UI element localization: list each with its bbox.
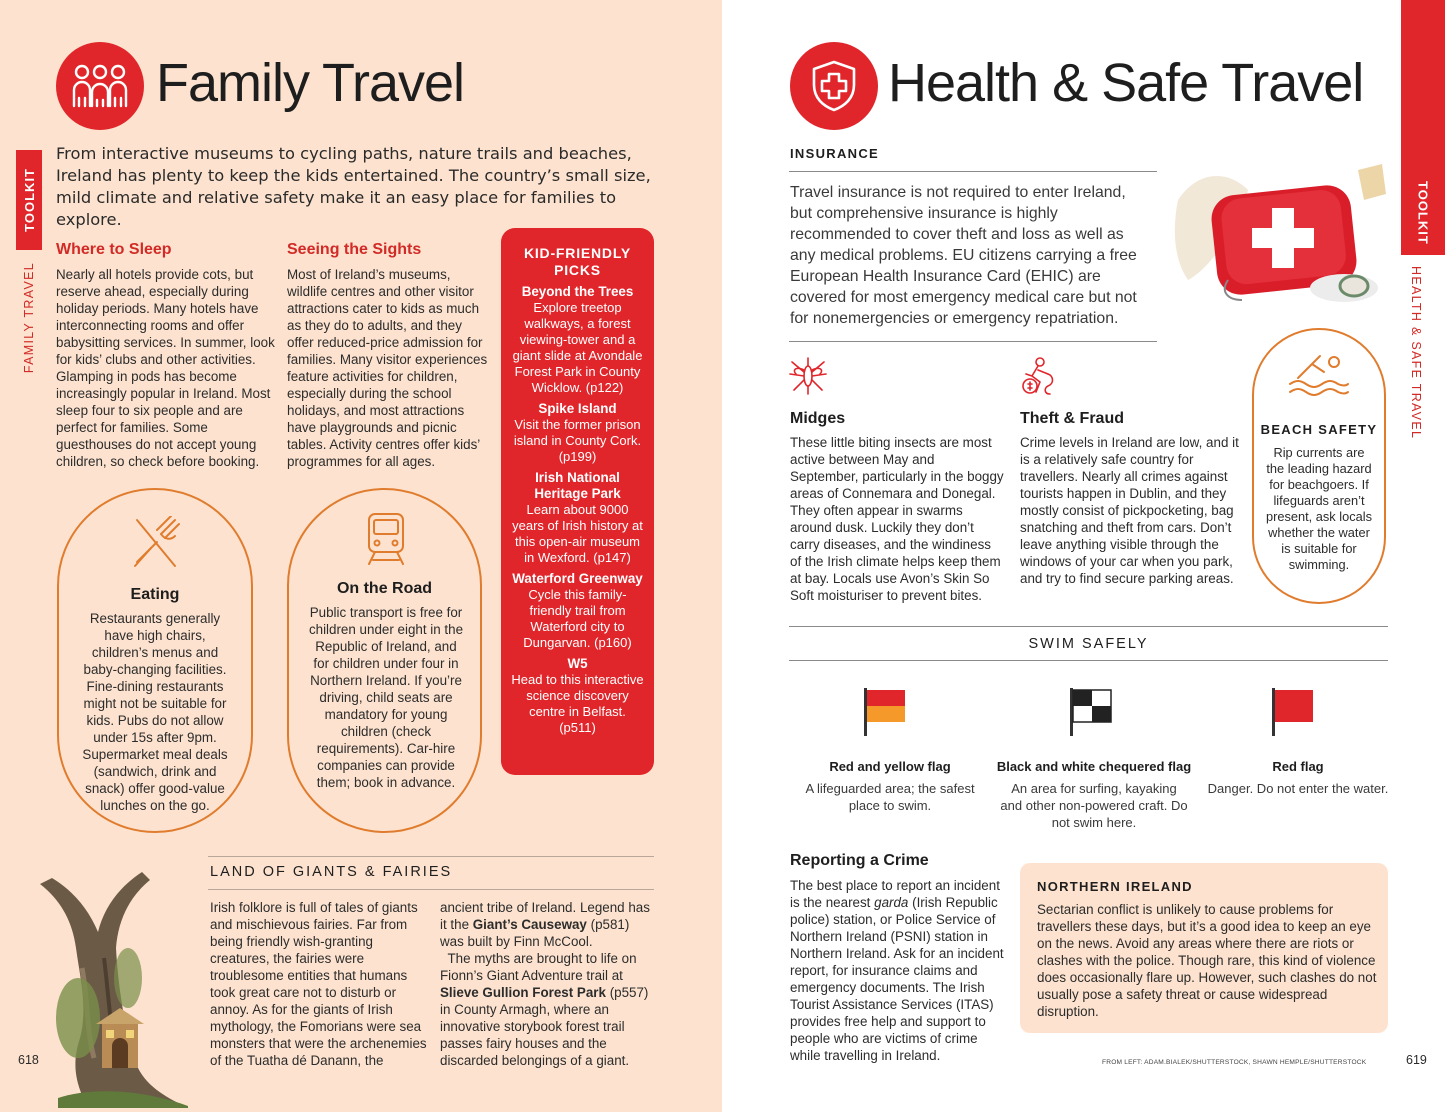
swim-rule-bottom (789, 660, 1388, 661)
kid-item-text: Cycle this family-friendly trail from Waterford city to Dungarvan. (p160) (523, 587, 632, 650)
eating-panel (57, 488, 253, 833)
kid-item-title: Irish National Heritage Park (534, 470, 621, 501)
kid-item-title: Spike Island (538, 401, 617, 416)
eating-heading: Eating (130, 586, 180, 603)
kid-item-title: W5 (567, 656, 588, 671)
crime-text-part: The best place to report an incident is the nearest (790, 878, 1000, 910)
garda-term: garda (874, 895, 909, 910)
kid-item (509, 401, 646, 465)
kid-friendly-box (501, 228, 654, 775)
page-number: 618 (18, 1053, 39, 1067)
road-text: Public transport is free for children under eight in the Republic of Ireland, and for children under four in Northern Ireland. If you’re driving, child seats are mandatory for young children (check requirements). Car-hire companies can provide them; book in advance. (308, 605, 464, 790)
giants-text: (p581) was built by Finn McCool. (440, 917, 630, 949)
ni-heading: NORTHERN IRELAND (1037, 879, 1193, 894)
mosquito-icon (788, 356, 828, 400)
northern-ireland-box (1020, 863, 1388, 1033)
flag-text: Danger. Do not enter the water. (1207, 781, 1389, 796)
cutlery-icon (131, 516, 181, 576)
crime-text (790, 877, 1008, 1064)
shield-cross-icon (790, 42, 878, 130)
giants-text: The myths are brought to life on Fionn’s Giant Adventure trail at (440, 951, 637, 983)
intro-text: From interactive museums to cycling paths, nature trails and beaches, Ireland has plenty to keep the kids entertained. The country’s small size, mild climate and relative safety make it an easy place for families to explore. (56, 144, 651, 229)
red-flag-icon (1270, 686, 1316, 742)
beach-heading: BEACH SAFETY (1260, 422, 1378, 437)
giants-text: (p557) in County Armagh, where an innovative storybook forest trail passes fairy houses and the discarded belongings of a giant. (440, 985, 649, 1068)
section-tab (1403, 266, 1429, 446)
kid-item-title: Beyond the Trees (521, 284, 634, 299)
red-yellow-flag-icon (862, 686, 908, 742)
sleep-heading: Where to Sleep (56, 241, 172, 258)
flag-label: Red flag (1272, 759, 1324, 774)
kid-item-title: Waterford Greenway (512, 571, 643, 586)
right-page (722, 0, 1445, 1112)
insurance-heading: INSURANCE (790, 146, 879, 161)
kid-list (509, 284, 646, 736)
insurance-text: Travel insurance is not required to enter Ireland, but comprehensive insurance is highly recommended to cover theft and loss as well as any medical problems. EU citizens carrying a free European Health Insurance Card (EHIC) are covered for most emergency medical care but not for nonemergencies or emergency repatriation. (790, 184, 1137, 327)
page-title: Health & Safe Travel (888, 53, 1364, 113)
flag-text: A lifeguarded area; the safest place to swim. (805, 781, 975, 813)
giants-heading: LAND OF GIANTS & FAIRIES (210, 864, 453, 880)
thief-icon (1018, 356, 1058, 400)
swimmer-icon (1288, 352, 1350, 400)
kid-item-text: Learn about 9000 years of Irish history at this open-air museum in Wexford. (p147) (512, 502, 643, 565)
insurance-rule-bottom (789, 341, 1157, 342)
swim-rule-top (789, 626, 1388, 627)
beach-text: Rip currents are the leading hazard for beachgoers. If lifeguards aren’t present, ask locals whether the water is suitable for swimming. (1266, 445, 1372, 572)
eating-text: Restaurants generally have high chairs, children’s menus and baby-changing facilities. Fine-dining restaurants might not be suitable for kids. Pubs do not allow under 15s after 9pm. Supermarket meal deals (sandwich, drink and snack) offer good-value lunches on the go. (82, 611, 228, 813)
sights-heading: Seeing the Sights (287, 241, 422, 258)
toolkit-tab-label: TOOLKIT (1415, 181, 1431, 245)
slieve-gullion-link: Slieve Gullion Forest Park (440, 985, 606, 1000)
kid-item-text: Head to this interactive science discovery centre in Belfast. (p511) (511, 672, 644, 735)
fairy-tree-illustration (18, 848, 208, 1108)
crime-heading: Reporting a Crime (790, 852, 929, 869)
toolkit-tab[interactable] (1401, 0, 1445, 255)
giants-text: ancient tribe of Ireland. Legend has it the (440, 900, 650, 932)
kid-item-text: Visit the former prison island in County Cork. (p199) (513, 417, 642, 464)
section-tab-label: FAMILY TRAVEL (22, 262, 36, 374)
theft-heading: Theft & Fraud (1020, 410, 1124, 427)
page-title: Family Travel (156, 53, 465, 113)
toolkit-tab-label: TOOLKIT (21, 168, 37, 232)
photo-credit: FROM LEFT: ADAM.BIALEK/SHUTTERSTOCK, SHAWN HEMPLE/SHUTTERSTOCK (1102, 1059, 1367, 1066)
midges-heading: Midges (790, 410, 846, 427)
crime-text-part: (Irish Republic police) station, or Police Service of Northern Ireland (PSNI) station in Northern Ireland. Ask for an incident report, for insurance claims and emergency documents. The Irish Tourist Assistance Services (ITAS) provides free help and support to people who are victims of crime while travelling in Ireland. (790, 895, 1004, 1063)
midges-text: These little biting insects are most active between May and September, particularly in the boggy areas of Connemara and Donegal. They often appear in swarms around dusk. Luckily they don’t carry diseases, and the windiness of the Irish climate helps keep them at bay. Locals use Avon’s Skin So Soft moisturiser to prevent bites. (790, 435, 1004, 603)
kid-item-text: Explore treetop walkways, a forest viewing-tower and a giant slide at Avondale Forest Park in County Wicklow. (p122) (512, 300, 643, 395)
swim-heading: SWIM SAFELY (1028, 636, 1149, 652)
sleep-text: Nearly all hotels provide cots, but reserve ahead, especially during holiday periods. Many hotels have interconnecting rooms and offer babysitting services. In summer, look for kids’ clubs and other activities. Glamping in pods has become increasingly popular in Ireland. Most sleep four to six people and are perfect for families. Some guesthouses do not accept young children, so check before booking. (56, 267, 275, 469)
flag-text: An area for surfing, kayaking and other non-powered craft. Do not swim here. (1000, 781, 1188, 830)
toolkit-tab[interactable] (16, 150, 42, 250)
road-heading: On the Road (336, 580, 433, 597)
road-panel (287, 488, 482, 833)
train-icon (365, 510, 407, 570)
kid-item (509, 284, 646, 396)
flag-label: Red and yellow flag (829, 759, 951, 774)
theft-text: Crime levels in Ireland are low, and it is a relatively safe country for travellers. Nearly all crimes against tourists happen in Dublin, and they mostly consist of pickpocketing, bag snatching and theft from cars. Don’t leave anything visible through the windows of your car when you park, and try to find secure parking areas. (1020, 435, 1239, 586)
family-icon (56, 42, 144, 130)
kid-item (509, 571, 646, 651)
chequered-flag-icon (1068, 686, 1114, 742)
ni-text: Sectarian conflict is unlikely to cause problems for travellers these days, but it’s a good idea to keep an eye on the news. Avoid any areas where there are riots or clashes with the police. Though rare, this kind of violence does occasionally flare up. However, such clashes do not usually pose a safety threat or cause widespread disruption. (1037, 902, 1377, 1019)
insurance-rule-top (789, 171, 1157, 172)
left-page (0, 0, 722, 1112)
kid-item (509, 470, 646, 566)
sights-text: Most of Ireland’s museums, wildlife centres and other visitor attractions cater to kids as much as they do to adults, and they offer reduced-price admission for families. Many visitor experiences feature activities for children, especially during the school holidays, and most attractions have playgrounds and picnic tables. Activity centres offer kids’ programmes for all ages. (287, 267, 488, 469)
kid-item (509, 656, 646, 736)
giants-rule-bottom (208, 889, 654, 890)
first-aid-kit-image (1168, 160, 1390, 310)
giants-col-1: Irish folklore is full of tales of giants and mischievous fairies. Far from being friendly wish-granting creatures, the fairies were troublesome entities that humans took great care not to disturb or annoy. As for the giants of Irish mythology, the Fomorians were sea monsters that were the archenemies of the Tuatha dé Danann, the (210, 900, 427, 1068)
section-tab-label: HEALTH & SAFE TRAVEL (1409, 266, 1423, 440)
kid-heading: KID-FRIENDLY PICKS (523, 245, 632, 278)
section-tab (16, 262, 42, 387)
giants-rule-top (208, 856, 654, 857)
giants-causeway-link: Giant’s Causeway (472, 917, 587, 932)
beach-safety-panel (1252, 328, 1386, 604)
page-number: 619 (1406, 1053, 1427, 1067)
flag-label: Black and white chequered flag (996, 759, 1192, 774)
giants-col-2 (440, 899, 654, 1069)
